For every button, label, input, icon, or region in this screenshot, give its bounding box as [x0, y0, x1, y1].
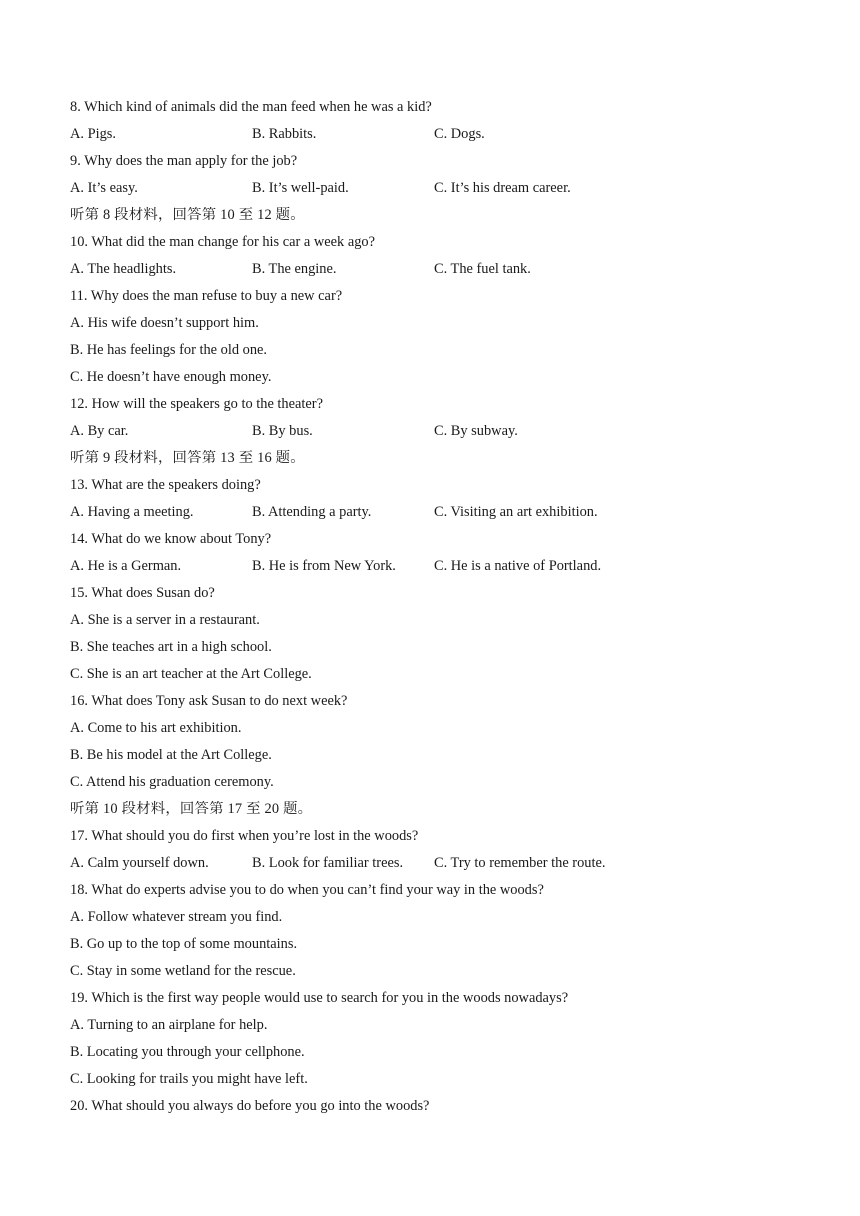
answer-option: B. It’s well-paid.: [252, 180, 349, 196]
answer-option: B. Be his model at the Art College.: [70, 747, 272, 763]
answer-option: A. Come to his art exhibition.: [70, 720, 242, 736]
section-instruction: 听第 10 段材料，回答第 17 至 20 题。: [70, 801, 313, 817]
answer-option: C. She is an art teacher at the Art College.: [70, 666, 312, 682]
answer-option: C. By subway.: [434, 423, 518, 439]
answer-option: C. He doesn’t have enough money.: [70, 369, 272, 385]
answer-option: C. Stay in some wetland for the rescue.: [70, 963, 296, 979]
answer-option: B. Go up to the top of some mountains.: [70, 936, 298, 952]
answer-options-row: [70, 850, 830, 877]
answer-option: A. The headlights.: [70, 261, 177, 277]
question-text: 18. What do experts advise you to do when you can’t find your way in the woods?: [70, 882, 544, 898]
answer-option: B. By bus.: [252, 423, 313, 439]
question-text: 17. What should you do first when you’re lost in the woods?: [70, 828, 419, 844]
question-text: 12. How will the speakers go to the theater?: [70, 396, 323, 412]
answer-option: A. Calm yourself down.: [70, 855, 209, 871]
answer-option: B. Locating you through your cellphone.: [70, 1044, 305, 1060]
answer-option: A. By car.: [70, 423, 129, 439]
answer-option: C. He is a native of Portland.: [434, 558, 602, 574]
answer-option: A. His wife doesn’t support him.: [70, 315, 259, 331]
question-text: 13. What are the speakers doing?: [70, 477, 261, 493]
answer-option: C. It’s his dream career.: [434, 180, 571, 196]
question-text: 8. Which kind of animals did the man feed when he was a kid?: [70, 99, 432, 115]
answer-option: A. He is a German.: [70, 558, 182, 574]
answer-option: A. Having a meeting.: [70, 504, 194, 520]
answer-options-row: [70, 175, 830, 202]
answer-option: A. She is a server in a restaurant.: [70, 612, 260, 628]
answer-options-row: [70, 499, 830, 526]
answer-option: C. Try to remember the route.: [434, 855, 606, 871]
question-text: 9. Why does the man apply for the job?: [70, 153, 298, 169]
answer-option: B. He has feelings for the old one.: [70, 342, 268, 358]
section-instruction: 听第 8 段材料，回答第 10 至 12 题。: [70, 207, 305, 223]
answer-option: B. He is from New York.: [252, 558, 396, 574]
answer-option: C. Visiting an art exhibition.: [434, 504, 598, 520]
answer-options-row: [70, 418, 830, 445]
answer-options-row: [70, 553, 830, 580]
answer-option: C. Attend his graduation ceremony.: [70, 774, 274, 790]
answer-option: C. The fuel tank.: [434, 261, 531, 277]
question-text: 10. What did the man change for his car a week ago?: [70, 234, 376, 250]
question-text: 19. Which is the first way people would use to search for you in the woods nowadays?: [70, 990, 569, 1006]
answer-option: B. Attending a party.: [252, 504, 372, 520]
answer-option: A. Turning to an airplane for help.: [70, 1017, 268, 1033]
answer-option: C. Dogs.: [434, 126, 485, 142]
answer-options-row: [70, 121, 830, 148]
exam-page: [70, 94, 830, 1120]
answer-option: B. The engine.: [252, 261, 337, 277]
section-instruction: 听第 9 段材料，回答第 13 至 16 题。: [70, 450, 305, 466]
answer-option: C. Looking for trails you might have left.: [70, 1071, 308, 1087]
answer-option: B. Look for familiar trees.: [252, 855, 404, 871]
answer-option: A. Pigs.: [70, 126, 116, 142]
question-text: 14. What do we know about Tony?: [70, 531, 272, 547]
question-text: 16. What does Tony ask Susan to do next week?: [70, 693, 348, 709]
question-text: 20. What should you always do before you go into the woods?: [70, 1098, 430, 1114]
answer-option: B. Rabbits.: [252, 126, 317, 142]
answer-options-row: [70, 256, 830, 283]
answer-option: A. It’s easy.: [70, 180, 138, 196]
question-text: 15. What does Susan do?: [70, 585, 215, 601]
answer-option: B. She teaches art in a high school.: [70, 639, 272, 655]
question-text: 11. Why does the man refuse to buy a new car?: [70, 288, 343, 304]
answer-option: A. Follow whatever stream you find.: [70, 909, 283, 925]
